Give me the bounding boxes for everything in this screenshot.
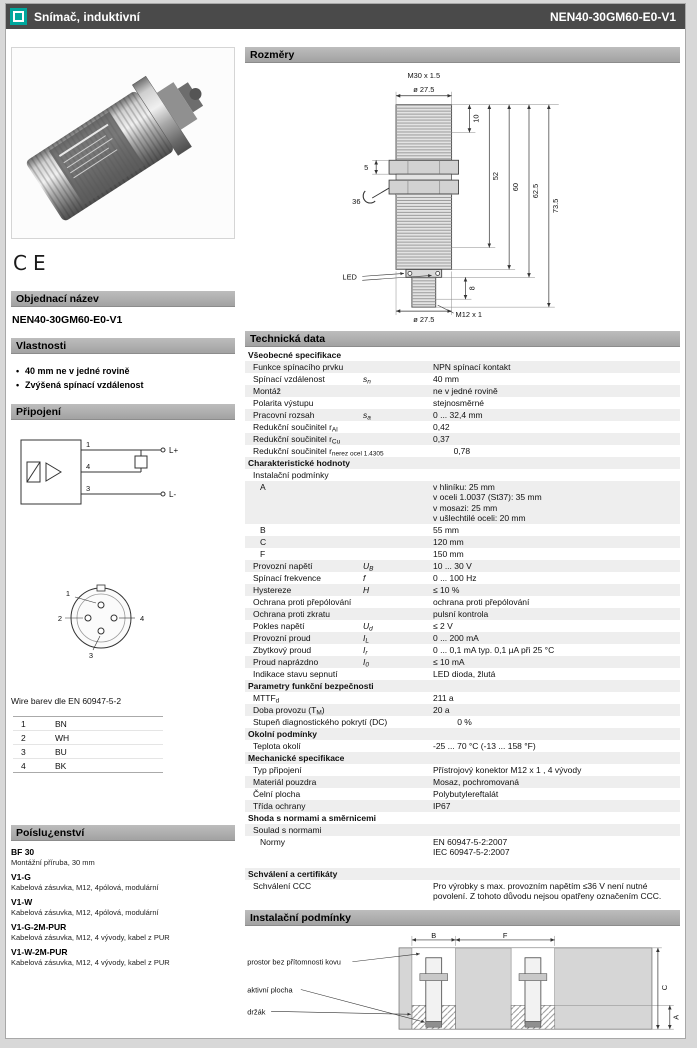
accessory-item: V1-W Kabelová zásuvka, M12, 4pólová, modulární xyxy=(11,897,159,917)
dim-label-dia-top: ø 27.5 xyxy=(413,84,435,94)
feature-item: • 40 mm ne v jedné rovině xyxy=(25,366,235,376)
tech-data-row: Instalační podmínky xyxy=(253,469,329,480)
tech-data-row: F 150 mm xyxy=(260,548,464,559)
feature-item: • Zvýšená spínací vzdálenost xyxy=(25,380,235,390)
wire-color-row: 4 BK xyxy=(21,760,67,771)
tech-data-row: A v hliníku: 25 mm v oceli 1.0037 (St37): 35 mm v mosazi: 25 mm v ušlechtilé oceli: 20 mm xyxy=(245,481,680,524)
tech-data-row: B 55 mm xyxy=(260,524,459,535)
wiring-pin3-label: 3 xyxy=(86,484,91,493)
section-header-features: Vlastnosti xyxy=(11,338,235,354)
wire-color-note: Wire barev dle EN 60947-5-2 xyxy=(11,696,122,706)
wire-color-row: 2 WH xyxy=(13,731,163,745)
tech-data-row: Redukční součinitel $r_{Al}$ 0,42 xyxy=(253,421,450,433)
brand xyxy=(10,8,140,25)
tech-data-row: Zbytkový proud $I_r$ 0 ... 0,1 mA typ. 0,1 µA při 25 °C xyxy=(253,644,555,656)
tech-data-row: Pokles napětí $U_d$ ≤ 2 V xyxy=(253,620,453,632)
technical-table xyxy=(245,349,680,902)
dim-label-thread-bottom: M12 x 1 xyxy=(455,310,483,320)
dim-label-thread-top: M30 x 1.5 xyxy=(407,70,441,80)
install-label-free-zone: prostor bez přítomnosti kovu xyxy=(247,957,341,967)
tech-data-row: Provozní napětí $U_B$ 10 ... 30 V xyxy=(245,560,680,572)
connector-pinout-diagram xyxy=(37,568,167,668)
content-columns xyxy=(6,29,685,1039)
section-header-connection: Připojení xyxy=(11,404,235,420)
tech-data-row: Stupeň diagnostického pokrytí (DC) 0 % xyxy=(253,716,472,727)
tech-section-row: Mechanické specifikace xyxy=(245,752,680,764)
tech-data-row: Redukční součinitel $r_{nerez ocel 1.4305}$ 0,78 xyxy=(253,445,471,457)
product-photo-image xyxy=(20,55,226,231)
dim-label-60: 60 xyxy=(511,182,521,192)
section-header-accessories: Poíslu¿enství xyxy=(11,825,235,841)
tech-data-row: Materiál pouzdra Mosaz, pochromovaná xyxy=(245,776,680,788)
left-column xyxy=(11,29,235,1039)
accessory-item: V1-W-2M-PUR Kabelová zásuvka, M12, 4 vývody, kabel z PUR xyxy=(11,947,170,967)
tech-section-row: Parametry funkční bezpečnosti xyxy=(245,680,680,692)
installation-drawing xyxy=(245,930,682,1039)
dim-label-5: 5 xyxy=(364,163,369,173)
tech-data-row: Hystereze H ≤ 10 % xyxy=(245,584,680,596)
tech-data-row: Redukční součinitel $r_{Cu}$ 0,37 xyxy=(245,433,680,445)
tech-data-row: Provozní proud $I_L$ 0 ... 200 mA xyxy=(245,632,680,644)
tech-data-row: Schválení CCC Pro výrobky s max. provozním napětím ≤36 V není nutné povolení. Z tohoto důvodu nejsou opatřeny označením CCC. xyxy=(253,880,662,901)
load-symbol xyxy=(135,456,147,468)
tech-data-row: Teplota okolí -25 ... 70 °C (-13 ... 158 °F) xyxy=(253,740,536,751)
tech-section-row: Všeobecné specifikace xyxy=(248,349,342,360)
section-header-dimensions: Rozměry xyxy=(245,47,680,63)
wire-color-table xyxy=(13,716,163,773)
dim-label-52: 52 xyxy=(491,172,501,181)
dim-label-62-5: 62.5 xyxy=(530,183,540,199)
wiring-lplus-label: L+ xyxy=(169,446,179,455)
wiring-lminus-label: L- xyxy=(169,490,177,499)
tech-section-row: Schválení a certifikáty xyxy=(245,868,680,880)
tech-data-row: Polarita výstupu stejnosměrné xyxy=(253,397,485,408)
brand-logo-icon xyxy=(10,8,27,25)
ordering-code: NEN40-30GM60-E0-V1 xyxy=(12,314,123,326)
accessory-item: V1-G-2M-PUR Kabelová zásuvka, M12, 4 vývody, kabel z PUR xyxy=(11,922,170,942)
document-title: Snímač, induktivní xyxy=(34,9,141,24)
tech-data-row: Doba provozu $(T_M)$ 20 a xyxy=(245,704,680,716)
install-dim-a: A xyxy=(671,1014,681,1020)
section-header-ordering: Objednací název xyxy=(11,291,235,307)
keyway-notch xyxy=(97,585,105,591)
sensor-left xyxy=(426,958,442,1023)
part-number: NEN40-30GM60-E0-V1 xyxy=(549,9,676,24)
tech-section-row: Shoda s normami a směrnicemi xyxy=(248,812,377,823)
tech-data-row: Čelní plocha Polybutylereftalát xyxy=(253,788,499,799)
wiring-pin4-label: 4 xyxy=(86,462,91,471)
header-bar xyxy=(6,4,685,29)
dim-label-8: 8 xyxy=(467,286,477,291)
section-header-installation: Instalační podmínky xyxy=(245,910,680,926)
tech-data-row: Třída ochrany IP67 xyxy=(245,800,680,812)
features-list xyxy=(11,360,235,390)
tech-data-row: Ochrana proti zkratu pulsní kontrola xyxy=(245,608,680,620)
dim-label-73-5: 73.5 xyxy=(550,198,560,214)
dim-label-dia-bottom: ø 27.5 xyxy=(413,315,435,325)
accessory-item: BF 30 Montážní příruba, 30 mm xyxy=(11,847,95,867)
tech-data-row: Indikace stavu sepnutí LED dioda, žlutá xyxy=(253,668,496,679)
datasheet-sheet xyxy=(5,3,686,1039)
pinout-pin1-label: 1 xyxy=(65,589,71,598)
tech-section-row: Okolní podmínky xyxy=(245,728,680,740)
tech-data-row: Soulad s normami xyxy=(245,824,680,836)
section-header-technical-data: Technická data xyxy=(245,331,680,347)
install-label-holder: držák xyxy=(247,1007,266,1017)
sensor-outline xyxy=(389,105,458,307)
tech-data-row: Proud naprázdno $I_0$ ≤ 10 mA xyxy=(245,656,680,668)
tech-section-row: Charakteristické hodnoty xyxy=(245,457,680,469)
wiring-diagram xyxy=(15,430,215,514)
wire-color-row: 3 BU xyxy=(13,745,163,759)
dimension-drawing xyxy=(245,65,682,325)
tech-data-row: Ochrana proti přepólování ochrana proti přepólování xyxy=(253,596,530,607)
tech-data-row: C 120 mm xyxy=(245,536,680,548)
tech-data-row: Typ připojení Přístrojový konektor M12 x 1 , 4 vývody xyxy=(253,764,582,775)
product-photo xyxy=(11,47,235,239)
wiring-pin1-label: 1 xyxy=(86,440,91,449)
led-indicator-right xyxy=(436,271,440,275)
dim-label-10: 10 xyxy=(471,114,481,123)
install-dim-b: B xyxy=(431,930,437,940)
pinout-pin3-label: 3 xyxy=(88,651,94,660)
install-label-active-face: aktivní plocha xyxy=(247,985,293,995)
install-dim-f: F xyxy=(502,930,508,940)
tech-data-row: Spínací vzdálenost $s_n$ 40 mm xyxy=(253,373,459,385)
ce-mark: CE xyxy=(13,251,52,275)
tech-data-row: $MTTF_d$ 211 a xyxy=(253,692,454,704)
wire-color-row: 1 BN xyxy=(13,717,163,731)
tech-data-row: Pracovní rozsah $s_a$ 0 ... 32,4 mm xyxy=(245,409,680,421)
tech-data-row: Normy EN 60947-5-2:2007 IEC 60947-5-2:2007 xyxy=(260,836,510,857)
dim-label-led: LED xyxy=(342,272,357,282)
tech-data-row: Spínací frekvence f 0 ... 100 Hz xyxy=(253,572,477,583)
tech-data-row: Montáž ne v jedné rovině xyxy=(245,385,680,397)
install-dim-c: C xyxy=(659,984,669,991)
accessory-item: V1-G Kabelová zásuvka, M12, 4pólová, modulární xyxy=(11,872,159,892)
pinout-pin2-label: 2 xyxy=(57,614,63,623)
sensor-right xyxy=(525,958,541,1023)
led-indicator-left xyxy=(408,271,412,275)
right-column xyxy=(245,29,680,1039)
accessories-list xyxy=(11,847,235,967)
pinout-pin4-label: 4 xyxy=(140,614,145,623)
tech-data-row: Funkce spínacího prvku NPN spínací kontakt xyxy=(245,361,680,373)
dim-label-36-wrench: 36 xyxy=(352,196,361,206)
